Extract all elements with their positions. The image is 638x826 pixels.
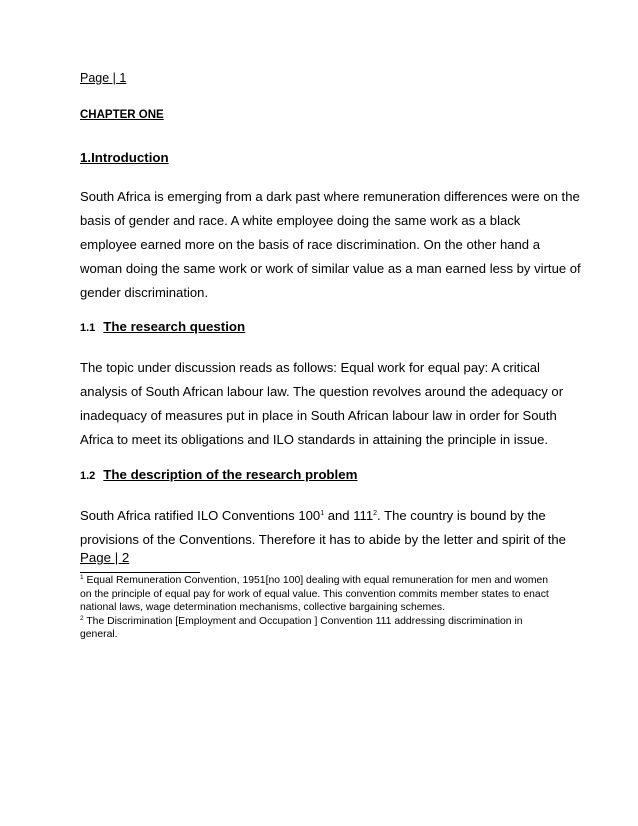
paragraph-line: woman doing the same work or work of similar value as a man earned less by virtue of xyxy=(80,261,581,276)
footnote-1-line: on the principle of equal pay for work of equal value. This convention commits member states to enact xyxy=(80,588,549,600)
paragraph-line: basis of gender and race. A white employee doing the same work as a black xyxy=(80,213,521,228)
footnote-2-line: general. xyxy=(80,629,118,640)
text-run: South Africa ratified ILO Conventions 100 xyxy=(80,508,321,523)
introduction-heading: 1.Introduction xyxy=(80,150,169,165)
chapter-label: CHAPTER ONE xyxy=(80,109,164,121)
paragraph-line xyxy=(80,504,565,528)
footnote-separator xyxy=(80,572,200,573)
footnote-reference-2[interactable]: 2 xyxy=(373,510,378,517)
section-heading-research-question xyxy=(80,318,245,336)
text-run: and 111 xyxy=(324,508,374,523)
paragraph-line: analysis of South African labour law. The question revolves around the adequacy or xyxy=(80,384,564,399)
footnote-1-line xyxy=(80,574,565,588)
footnote-1-line: national laws, wage determination mechanisms, collective bargaining schemes. xyxy=(80,602,446,613)
section-number: 1.2 xyxy=(80,470,96,482)
text-run: . The country is bound by the xyxy=(377,508,546,523)
footnote-reference-1[interactable]: 1 xyxy=(320,510,325,517)
introduction-paragraph xyxy=(80,185,581,305)
paragraph-line: inadequacy of measures put in place in South African labour law in order for South xyxy=(80,408,557,423)
paragraph-line: gender discrimination. xyxy=(80,285,209,300)
footnote-mark-1: 1 xyxy=(80,574,84,581)
footnote-mark-2: 2 xyxy=(80,614,84,622)
paragraph-line: provisions of the Conventions. Therefore it has to abide by the letter and spirit of the xyxy=(80,532,566,547)
footnote-text: The Discrimination [Employment and Occupation ] Convention 111 addressing discrimination in xyxy=(83,615,523,627)
research-problem-paragraph xyxy=(80,504,565,552)
section-heading-research-problem xyxy=(80,466,357,484)
paragraph-line: The topic under discussion reads as follows: Equal work for equal pay: A critical xyxy=(80,360,540,375)
section-number: 1.1 xyxy=(80,322,96,334)
paragraph-line: South Africa is emerging from a dark past where remuneration differences were on the xyxy=(80,189,580,204)
section-title: The description of the research problem xyxy=(103,467,358,482)
footnote-text: Equal Remuneration Convention, 1951[no 100] dealing with equal remuneration for men and women xyxy=(83,575,549,586)
section-title: The research question xyxy=(103,319,246,334)
paragraph-line: Africa to meet its obligations and ILO standards in attaining the principle in issue. xyxy=(80,432,548,447)
page-number-2: Page | 2 xyxy=(80,550,130,565)
footnote-2-line xyxy=(80,615,565,629)
footnotes xyxy=(80,574,565,642)
paragraph-line: employee earned more on the basis of race discrimination. On the other hand a xyxy=(80,237,541,252)
page-number-1: Page | 1 xyxy=(80,71,127,85)
research-question-paragraph xyxy=(80,356,565,452)
